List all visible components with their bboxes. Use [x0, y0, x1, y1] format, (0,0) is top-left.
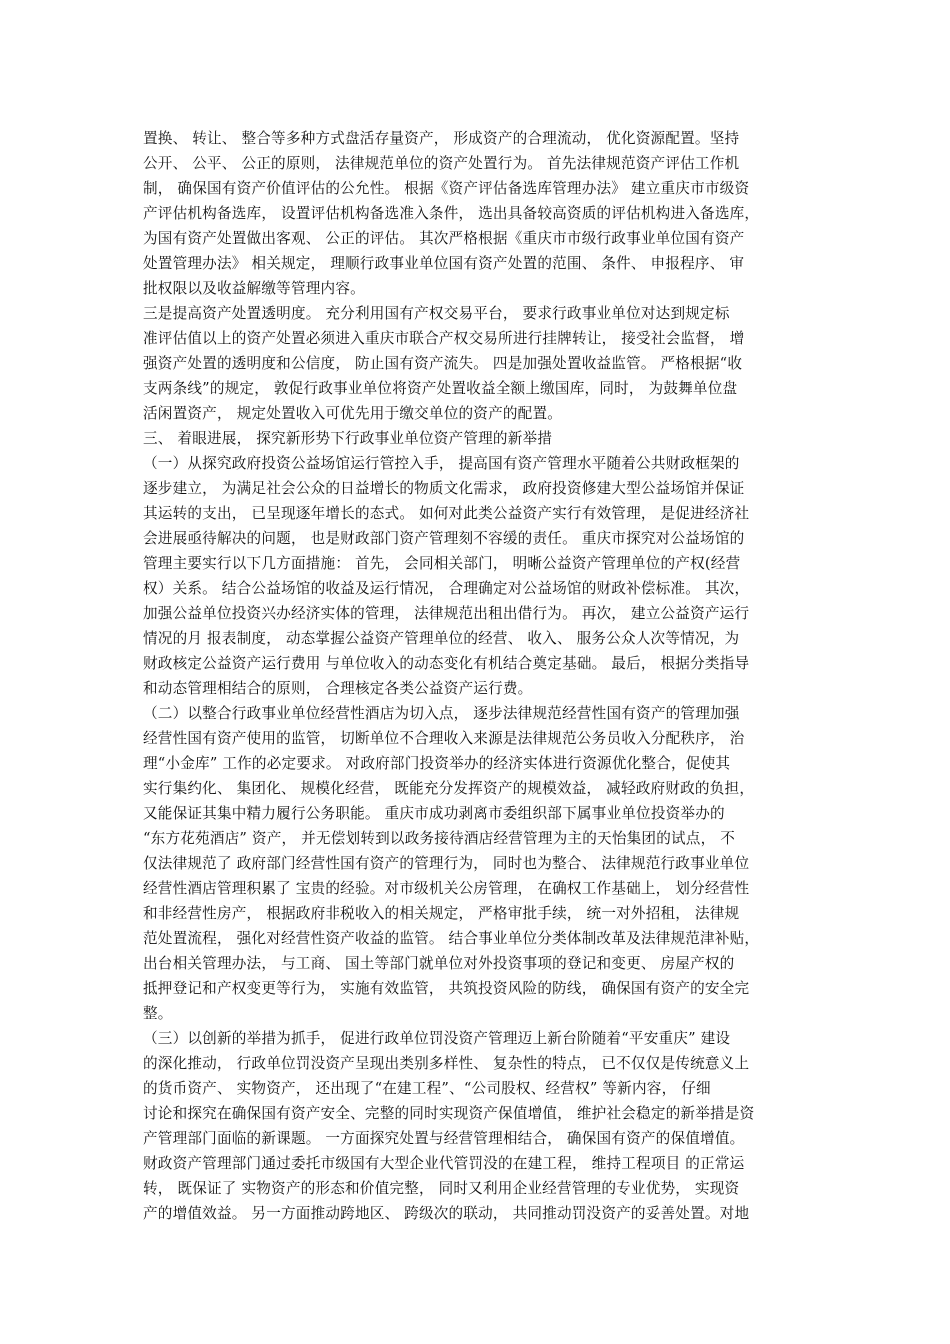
text-line: 仅法律规范了 政府部门经营性国有资产的管理行为， 同时也为整合、 法律规范行政事业单位: [143, 855, 750, 872]
text-line: 公开、 公平、 公正的原则， 法律规范单位的资产处置行为。 首先法律规范资产评估工作机: [143, 155, 740, 172]
text-line: 管理主要实行以下几方面措施： 首先， 会同相关部门， 明晰公益资产管理单位的产权(经营: [143, 555, 741, 572]
text-line: 的深化推动， 行政单位罚没资产呈现出类别多样性、 复杂性的特点， 已不仅仅是传统意义上: [143, 1055, 750, 1072]
text-line: 强资产处置的透明度和公信度， 防止国有资产流失。 四是加强处置收益监管。 严格根据“收: [143, 355, 743, 372]
text-line: 理“小金库” 工作的必定要求。 对政府部门投资举办的经济实体进行资源优化整合，促使其: [143, 755, 731, 772]
text-line: 实行集约化、 集团化、 规模化经营， 既能充分发挥资产的规模效益， 减轻政府财政的负担，: [143, 780, 755, 797]
text-line: （一）从探究政府投资公益场馆运行管控入手， 提高国有资产管理水平随着公共财政框架的: [143, 455, 740, 472]
text-line: （二）以整合行政事业单位经营性酒店为切入点， 逐步法律规范经营性国有资产的管理加强: [143, 705, 740, 722]
text-line: 三、 着眼进展， 探究新形势下行政事业单位资产管理的新举措: [143, 430, 553, 447]
text-line: 财政资产管理部门通过委托市级国有大型企业代管罚没的在建工程， 维持工程项目 的正常运: [143, 1155, 745, 1172]
text-line: 三是提高资产处置透明度。 充分利用国有产权交易平台， 要求行政事业单位对达到规定标: [143, 305, 730, 322]
text-line: 抵押登记和产权变更等行为， 实施有效监管， 共筑投资风险的防线， 确保国有资产的安全完: [143, 980, 750, 997]
text-line: 和非经营性房产， 根据政府非税收入的相关规定， 严格审批手续， 统一对外招租， 法律规: [143, 905, 740, 922]
text-line: （三）以创新的举措为抓手， 促进行政单位罚没资产管理迈上新台阶随着“平安重庆” 建设: [143, 1030, 731, 1047]
text-line: 产评估机构备选库， 设置评估机构备选准入条件， 选出具备较高资质的评估机构进入备选库，: [143, 205, 760, 222]
text-line: 置换、 转让、 整合等多种方式盘活存量资产， 形成资产的合理流动， 优化资源配置。坚持: [143, 130, 740, 147]
text-line: 整。: [143, 1005, 173, 1022]
text-line: 权）关系。 结合公益场馆的收益及运行情况， 合理确定对公益场馆的财政补偿标准。 其次，: [143, 580, 750, 597]
text-line: 又能保证其集中精力履行公务职能。 重庆市成功剥离市委组织部下属事业单位投资举办的: [143, 805, 725, 822]
text-line: 情况的月 报表制度， 动态掌握公益资产管理单位的经营、 收入、 服务公众人次等情况，为: [143, 630, 740, 647]
text-line: 加强公益单位投资兴办经济实体的管理， 法律规范出租出借行为。 再次， 建立公益资产运行: [143, 605, 750, 622]
text-line: 讨论和探究在确保国有资产安全、完整的同时实现资产保值增值， 维护社会稳定的新举措是资: [143, 1105, 755, 1122]
text-line: 为国有资产处置做出客观、 公正的评估。 其次严格根据《重庆市市级行政事业单位国有资产: [143, 230, 745, 247]
text-line: 财政核定公益资产运行费用 与单位收入的动态变化有机结合奠定基础。 最后， 根据分类指导: [143, 655, 750, 672]
text-line: 产的增值效益。 另一方面推动跨地区、 跨级次的联动， 共同推动罚没资产的妥善处置。对地: [143, 1205, 750, 1222]
text-line: 和动态管理相结合的原则， 合理核定各类公益资产运行费。: [143, 680, 533, 697]
text-line: 支两条线”的规定， 敦促行政事业单位将资产处置收益全额上缴国库，同时， 为鼓舞单位盘: [143, 380, 738, 397]
text-line: 制， 确保国有资产价值评估的公允性。 根据《资产评估备选库管理办法》 建立重庆市市级资: [143, 180, 750, 197]
text-line: 的货币资产、 实物资产， 还出现了“在建工程”、“公司股权、经营权” 等新内容， 仔细: [143, 1080, 711, 1097]
text-line: 出台相关管理办法， 与工商、 国土等部门就单位对外投资事项的登记和变更、 房屋产权的: [143, 955, 735, 972]
text-line: 范处置流程， 强化对经营性资产收益的监管。 结合事业单位分类体制改革及法律规范津补贴，: [143, 930, 760, 947]
text-line: 产管理部门面临的新课题。 一方面探究处置与经营管理相结合， 确保国有资产的保值增值。: [143, 1130, 745, 1147]
text-line: 处置管理办法》 相关规定， 理顺行政事业单位国有资产处置的范围、 条件、 申报程序、 审: [143, 255, 745, 272]
text-line: 转， 既保证了 实物资产的形态和价值完整， 同时又利用企业经营管理的专业优势， 实现资: [143, 1180, 740, 1197]
body-text: [143, 126, 811, 1226]
text-line: 经营性酒店管理积累了 宝贵的经验。对市级机关公房管理， 在确权工作基础上， 划分经营性: [143, 880, 750, 897]
text-line: 活闲置资产， 规定处置收入可优先用于缴交单位的资产的配置。: [143, 405, 563, 422]
text-line: 会进展亟待解决的问题， 也是财政部门资产管理刻不容缓的责任。 重庆市探究对公益场馆的: [143, 530, 745, 547]
text-line: 逐步建立， 为满足社会公众的日益增长的物质文化需求， 政府投资修建大型公益场馆并保证: [143, 480, 745, 497]
text-line: 批权限以及收益解缴等管理内容。: [143, 280, 365, 297]
text-line: “东方花苑酒店” 资产， 并无偿划转到以政务接待酒店经营管理为主的天怡集团的试点， 不: [143, 830, 736, 847]
text-line: 经营性国有资产使用的监管， 切断单位不合理收入来源是法律规范公务员收入分配秩序， 治: [143, 730, 745, 747]
text-line: 其运转的支出， 已呈现逐年增长的态式。 如何对此类公益资产实行有效管理， 是促进经济社: [143, 505, 750, 522]
text-line: 准评估值以上的资产处置必须进入重庆市联合产权交易所进行挂牌转让， 接受社会监督， 增: [143, 330, 745, 347]
